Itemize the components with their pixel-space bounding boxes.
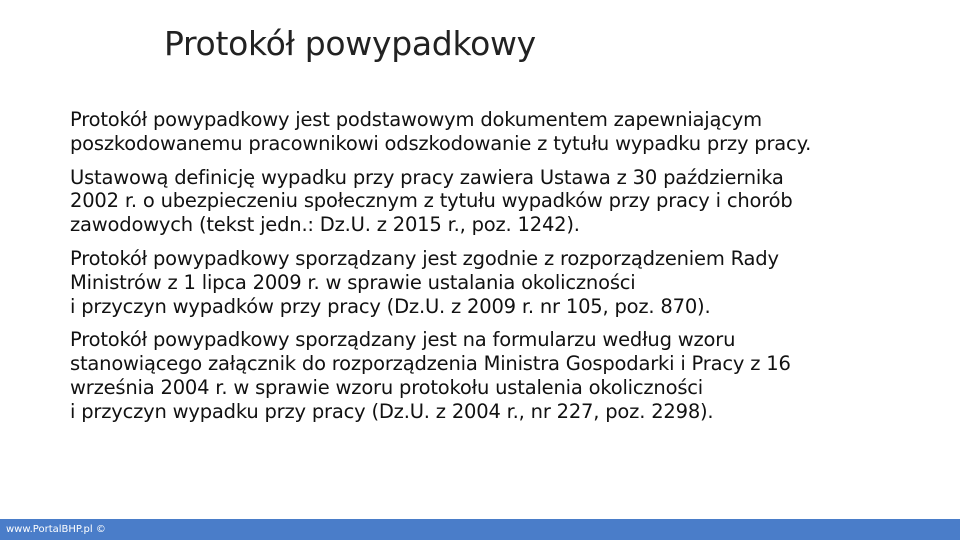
- paragraph-line: 2002 r. o ubezpieczeniu społecznym z tytułu wypadków przy pracy i chorób: [70, 189, 793, 213]
- paragraph-2: [70, 166, 930, 237]
- paragraph-line: zawodowych (tekst jedn.: Dz.U. z 2015 r., poz. 1242).: [70, 213, 580, 237]
- footer-link[interactable]: www.PortalBHP.pl ©: [6, 524, 106, 535]
- paragraph-line: Ministrów z 1 lipca 2009 r. w sprawie ustalania okoliczności: [70, 270, 636, 294]
- paragraph-line: września 2004 r. w sprawie wzoru protokołu ustalenia okoliczności: [70, 375, 704, 399]
- paragraph-line: Protokół powypadkowy jest podstawowym dokumentem zapewniającym: [70, 108, 762, 131]
- paragraph-line: stanowiącego załącznik do rozporządzenia Ministra Gospodarki i Pracy z 16: [70, 352, 791, 376]
- slide-title: Protokół powypadkowy: [164, 24, 536, 63]
- paragraph-line: i przyczyn wypadku przy pracy (Dz.U. z 2004 r., nr 227, poz. 2298).: [70, 399, 714, 423]
- paragraph-1: [70, 108, 930, 156]
- paragraph-line: Protokół powypadkowy sporządzany jest na formularzu według wzoru: [70, 328, 736, 352]
- paragraph-line: Protokół powypadkowy sporządzany jest zgodnie z rozporządzeniem Rady: [70, 246, 779, 270]
- paragraph-4: [70, 328, 930, 423]
- footer-bar: [0, 519, 960, 540]
- paragraph-line: i przyczyn wypadków przy pracy (Dz.U. z 2009 r. nr 105, poz. 870).: [70, 294, 711, 318]
- slide-body: [70, 108, 930, 434]
- paragraph-line: poszkodowanemu pracownikowi odszkodowanie z tytułu wypadku przy pracy.: [70, 131, 812, 155]
- paragraph-line: Ustawową definicję wypadku przy pracy zawiera Ustawa z 30 października: [70, 165, 784, 189]
- paragraph-3: [70, 247, 930, 318]
